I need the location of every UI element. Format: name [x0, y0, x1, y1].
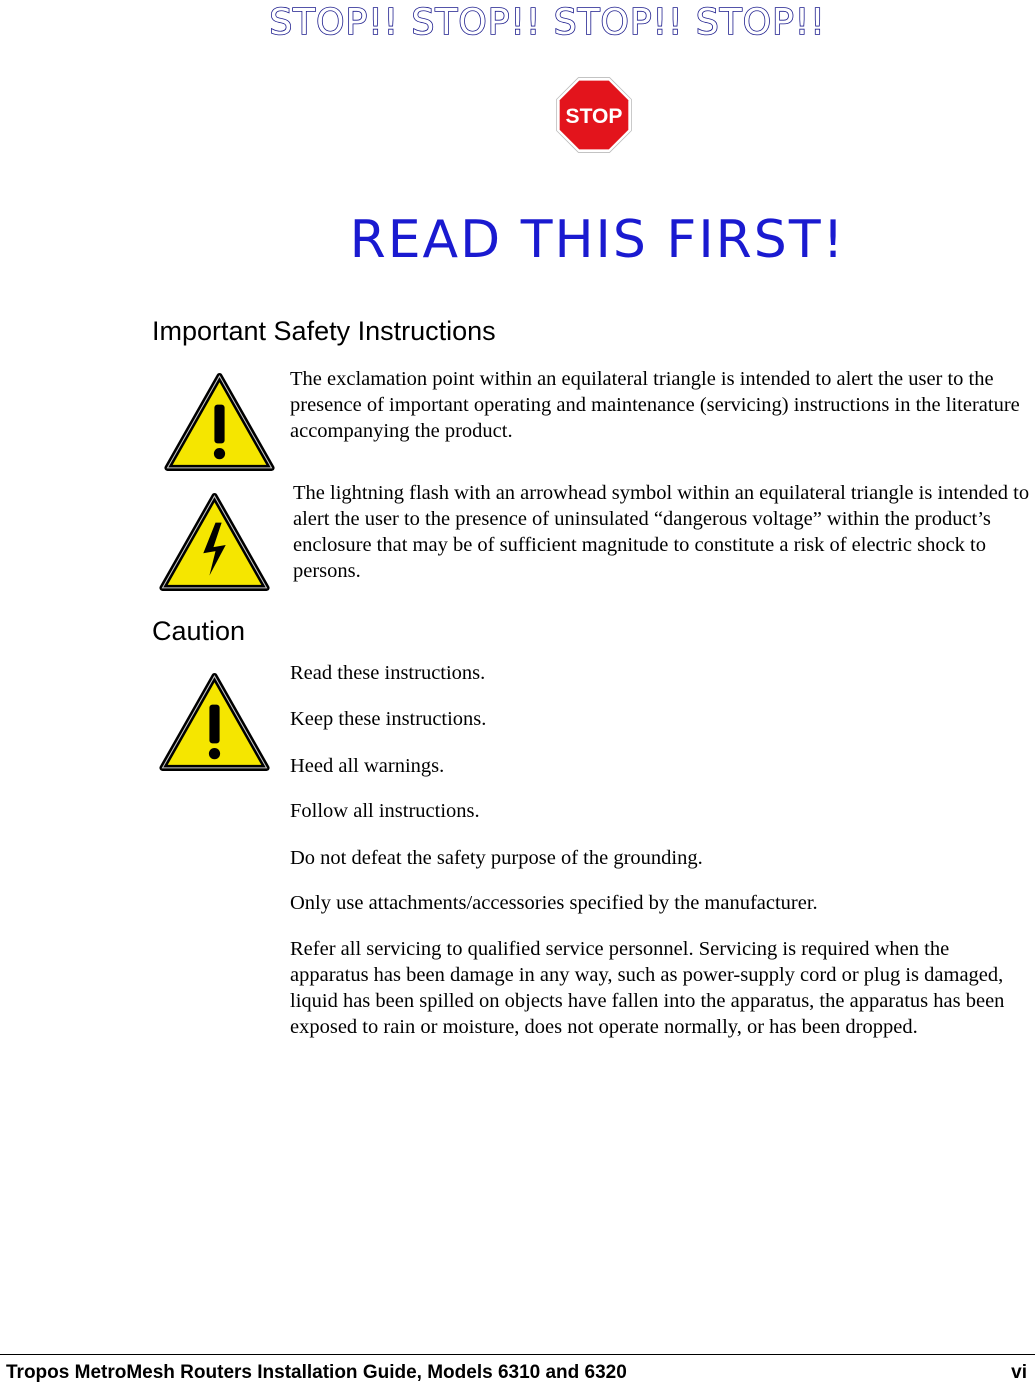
exclamation-warning-icon — [163, 372, 276, 474]
caution-warning-icon — [158, 672, 271, 774]
caution-item: Only use attachments/accessories specified by the manufacturer. — [290, 892, 818, 914]
safety-heading: Important Safety Instructions — [152, 316, 496, 346]
caution-heading: Caution — [152, 616, 246, 646]
footer-divider — [0, 1354, 1035, 1355]
lightning-description: The lightning flash with an arrowhead symbol within an equilateral triangle is intended to alert the user to the presence of uninsulated “dangerous voltage” within the product’s enclosure that may be of sufficient magnitude to constitute a risk of electric shock to persons. — [293, 482, 1030, 582]
lightning-warning-icon — [158, 492, 271, 594]
stop-sign-text: STOP — [565, 104, 623, 128]
footer-title: Tropos MetroMesh Routers Installation Guide, Models 6310 and 6320 — [6, 1362, 627, 1383]
caution-item: Heed all warnings. — [290, 755, 445, 777]
stop-banner: STOP!! STOP!! STOP!! STOP!! — [269, 2, 826, 43]
caution-item: Keep these instructions. — [290, 708, 487, 730]
exclamation-description: The exclamation point within an equilateral triangle is intended to alert the user to the presence of important operating and maintenance (servicing) instructions in the literature accompanying the product. — [290, 368, 1020, 442]
caution-item: Refer all servicing to qualified service personnel. Servicing is required when the apparatus has been damage in any way, such as power-supply cord or plug is damaged, liquid has been spilled on objects have fallen into the apparatus, the apparatus has been exposed to rain or moisture, does not operate normally, or has been dropped. — [290, 938, 1005, 1038]
caution-item: Do not defeat the safety purpose of the grounding. — [290, 847, 703, 869]
page-number: vi — [1011, 1362, 1027, 1383]
read-this-first-title: READ THIS FIRST! — [349, 210, 846, 270]
caution-item: Read these instructions. — [290, 662, 486, 684]
stop-sign-icon — [555, 76, 633, 154]
caution-item: Follow all instructions. — [290, 800, 480, 822]
